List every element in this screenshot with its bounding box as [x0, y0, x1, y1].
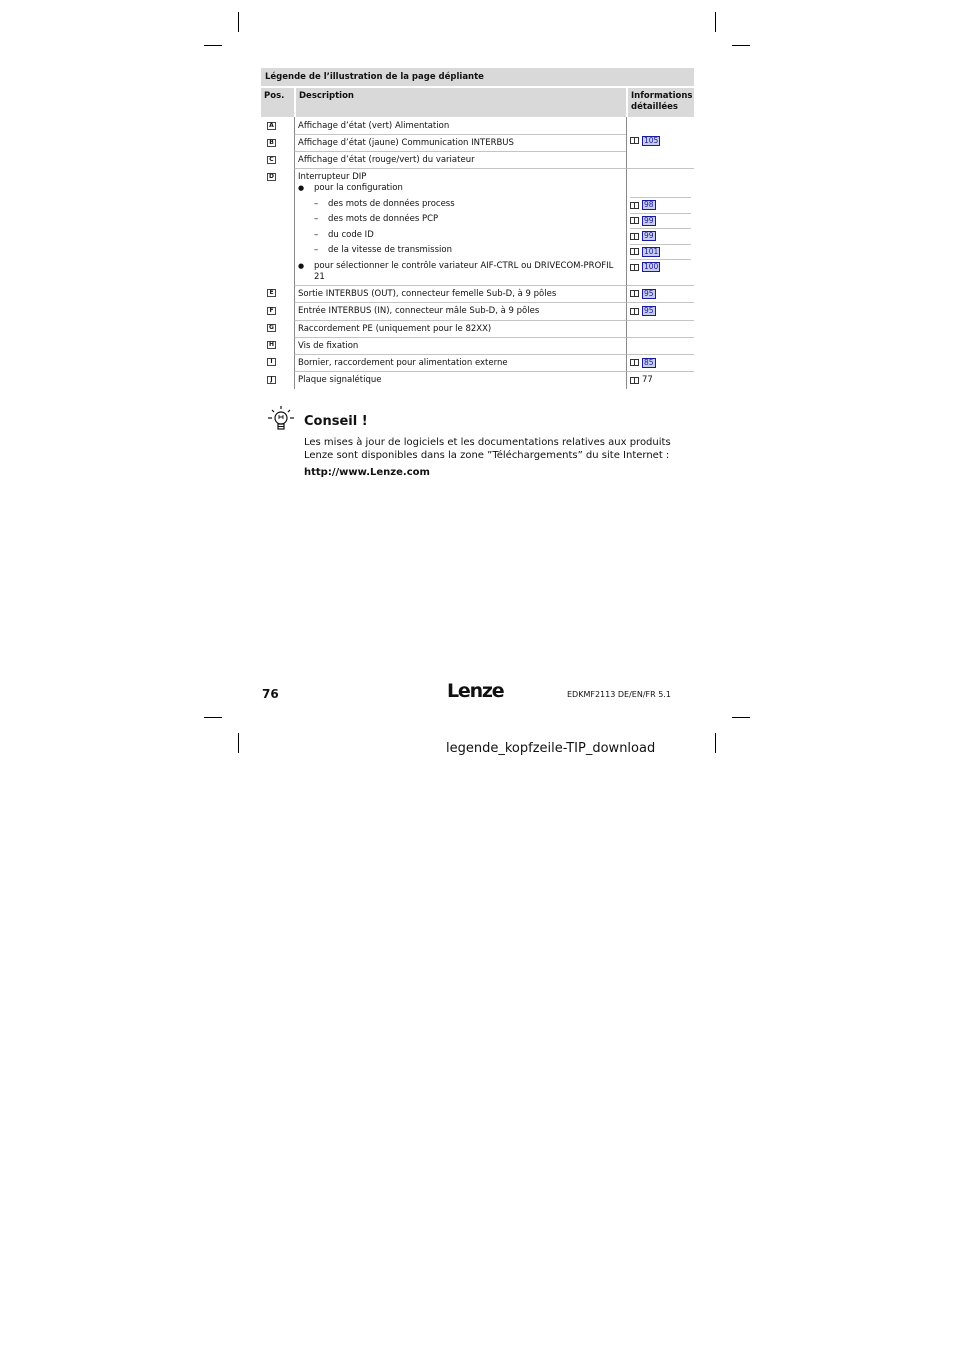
position-key: B [267, 139, 276, 147]
legend-table-section [261, 68, 694, 389]
legend-title: Légende de l’illustration de la page dépliante [261, 68, 694, 86]
lenze-logo: Lenze [447, 680, 504, 702]
list-item: – des mots de données PCP [298, 214, 623, 230]
table-row [261, 355, 694, 373]
header-info-line1: Informations [631, 91, 693, 101]
book-icon [630, 202, 639, 209]
book-icon [630, 137, 639, 144]
table-row [261, 286, 694, 304]
page-reference-link[interactable]: 99 [644, 231, 654, 240]
position-key: E [267, 289, 276, 297]
page-reference-link[interactable]: 99 [644, 215, 654, 225]
page-reference-link[interactable]: 105 [644, 135, 659, 145]
list-item: ● pour sélectionner le contrôle variateur AIF-CTRL ou DRIVECOM-PROFIL 21 [298, 261, 623, 283]
row-description: Entrée INTERBUS (IN), connecteur mâle Sub-D, à 9 pôles [294, 303, 626, 321]
row-description: Interrupteur DIP [298, 172, 367, 182]
position-key: H [268, 341, 275, 348]
list-item: – de la vitesse de transmission [298, 245, 623, 261]
header-info-line2: détaillées [631, 102, 678, 112]
header-description: Description [294, 88, 626, 117]
row-description: Bornier, raccordement pour alimentation externe [294, 355, 626, 373]
crop-mark [715, 12, 716, 32]
book-icon [630, 217, 639, 224]
position-key: G [267, 324, 276, 332]
row-description: Affichage d’état (vert) Alimentation [294, 117, 626, 135]
book-icon [630, 264, 639, 271]
table-row [261, 321, 694, 338]
position-key: J [267, 376, 276, 384]
book-icon [630, 233, 639, 240]
page-reference: 77 [642, 375, 653, 385]
row-description: Affichage d’état (rouge/vert) du variateur [294, 152, 626, 169]
book-icon [630, 290, 639, 297]
crop-mark [238, 733, 239, 753]
tip-text: Les mises à jour de logiciels et les documentations relatives aux produits Lenze sont disponibles dans la zone ”Téléchargements” du site Internet : [304, 437, 671, 461]
page-number: 76 [262, 687, 279, 701]
table-row [261, 117, 694, 135]
page-reference-link[interactable]: 101 [644, 246, 659, 256]
crop-mark [204, 717, 222, 718]
crop-mark [732, 717, 750, 718]
tip-title: Conseil ! [304, 414, 368, 429]
lightbulb-icon [266, 404, 296, 434]
row-description: Raccordement PE (uniquement pour le 82XX) [294, 321, 626, 338]
page-reference-link[interactable]: 95 [644, 306, 654, 315]
crop-mark [238, 12, 239, 32]
row-description: Sortie INTERBUS (OUT), connecteur femelle Sub-D, à 9 pôles [294, 286, 626, 304]
crop-mark [204, 45, 222, 46]
header-info [626, 88, 694, 117]
row-description: Plaque signalétique [294, 372, 626, 389]
header-pos: Pos. [261, 88, 294, 117]
page-reference-link[interactable]: 95 [644, 288, 654, 298]
row-description: Affichage d’état (jaune) Communication INTERBUS [294, 135, 626, 152]
table-row [261, 169, 694, 286]
table-row [261, 338, 694, 355]
footer-label: legende_kopfzeile-TIP_download [446, 741, 656, 756]
table-row [261, 372, 694, 389]
position-key: I [267, 358, 276, 366]
position-key: F [267, 307, 276, 315]
book-icon [630, 248, 639, 255]
list-item: – du code ID [298, 230, 623, 246]
position-key: C [267, 156, 276, 164]
crop-mark [715, 733, 716, 753]
row-description: Vis de fixation [294, 338, 626, 355]
legend-table [261, 88, 694, 389]
page-reference-link[interactable]: 85 [644, 357, 654, 367]
position-key: D [267, 173, 276, 181]
website-link[interactable]: http://www.Lenze.com [304, 467, 430, 478]
position-key: A [267, 122, 276, 130]
list-item: ● pour la configuration [298, 183, 623, 199]
document-reference: EDKMF2113 DE/EN/FR 5.1 [567, 690, 671, 699]
crop-mark [732, 45, 750, 46]
page-reference-link[interactable]: 100 [644, 262, 659, 271]
book-icon [630, 359, 639, 366]
page-reference-link[interactable]: 98 [644, 200, 654, 209]
list-item: – des mots de données process [298, 199, 623, 215]
book-icon [630, 377, 639, 384]
book-icon [630, 308, 639, 315]
table-row [261, 303, 694, 321]
